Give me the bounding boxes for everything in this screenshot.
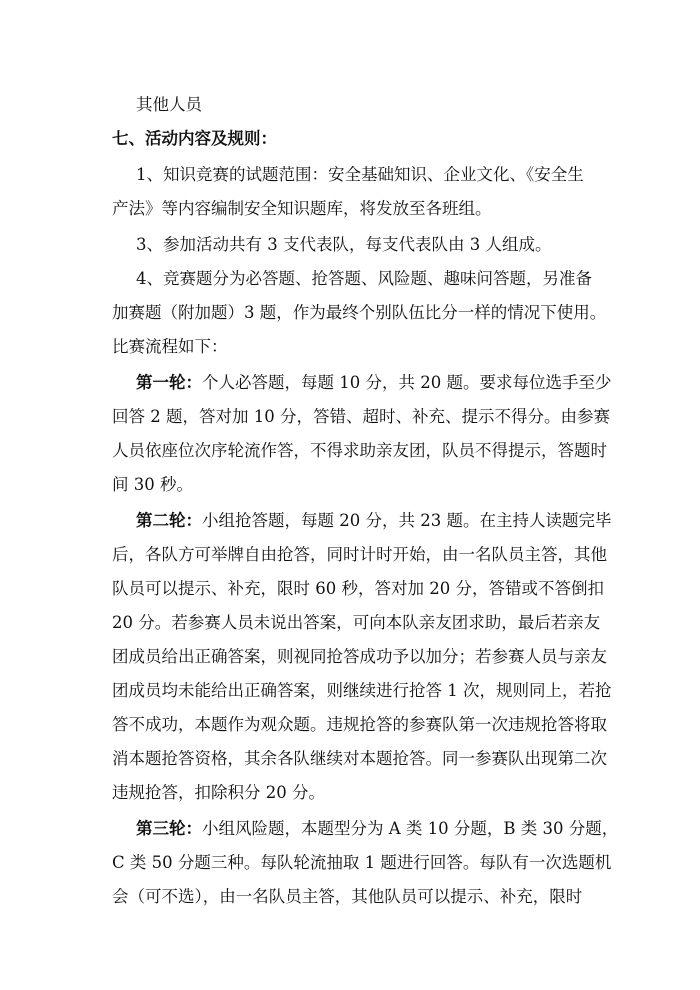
item1-line1: 1、知识竞赛的试题范围：安全基础知识、企业文化、《安全生 (136, 165, 584, 184)
round2-line2: 后，各队方可举牌自由抢答，同时计时开始，由一名队员主答，其他 (112, 545, 607, 564)
section-heading: 七、活动内容及规则： (112, 129, 277, 148)
round3-line3: 会（可不选），由一名队员主答，其他队员可以提示、补充，限时 (112, 887, 583, 906)
round2-line4: 20 分。若参赛人员未说出答案，可向本队亲友团求助，最后若亲友 (112, 613, 601, 632)
others-line: 其他人员 (136, 95, 202, 114)
item4-line1: 4、竞赛题分为必答题、抢答题、风险题、趣味问答题，另准备 (136, 269, 592, 288)
round1-line4: 间 30 秒。 (112, 475, 193, 494)
round1-line1 (136, 366, 611, 400)
round2-line9: 违规抢答，扣除积分 20 分。 (112, 783, 325, 802)
round3-label: 第三轮： (136, 819, 202, 838)
round2-line5: 团成员给出正确答案，则视同抢答成功予以加分；若参赛人员与亲友 (112, 647, 607, 666)
round1-line3: 人员依座位次序轮流作答，不得求助亲友团，队员不得提示，答题时 (112, 441, 607, 460)
round1-line2: 回答 2 题，答对加 10 分，答错、超时、补充、提示不得分。由参赛 (112, 407, 610, 426)
round2-text: 小组抢答题，每题 20 分，共 23 题。在主持人读题完毕 (202, 511, 612, 530)
round3-line2: C 类 50 分题三种。每队轮流抽取 1 题进行回答。每队有一次选题机 (112, 853, 612, 872)
round2-line7: 答不成功，本题作为观众题。违规抢答的参赛队第一次违规抢答将取 (112, 715, 607, 734)
round2-line1 (136, 504, 611, 538)
round3-text: 小组风险题，本题型分为 A 类 10 分题，B 类 30 分题， (202, 819, 619, 838)
item4-line3: 比赛流程如下： (112, 337, 228, 356)
round1-text: 个人必答题，每题 10 分，共 20 题。要求每位选手至少 (202, 373, 612, 392)
round3-line1 (136, 812, 618, 846)
round2-line3: 队员可以提示、补充，限时 60 秒，答对加 20 分，答错或不答倒扣 (112, 579, 604, 598)
round2-line8: 消本题抢答资格，其余各队继续对本题抢答。同一参赛队出现第二次 (112, 749, 607, 768)
round2-label: 第二轮： (136, 511, 202, 530)
item1-line2: 产法》等内容编制安全知识题库，将发放至各班组。 (112, 199, 492, 218)
round2-line6: 团成员均未能给出正确答案，则继续进行抢答 1 次，规则同上，若抢 (112, 681, 612, 700)
item4-line2: 加赛题（附加题）3 题，作为最终个别队伍比分一样的情况下使用。 (112, 303, 607, 322)
item3-line: 3、参加活动共有 3 支代表队，每支代表队由 3 人组成。 (136, 235, 552, 254)
round1-label: 第一轮： (136, 373, 202, 392)
